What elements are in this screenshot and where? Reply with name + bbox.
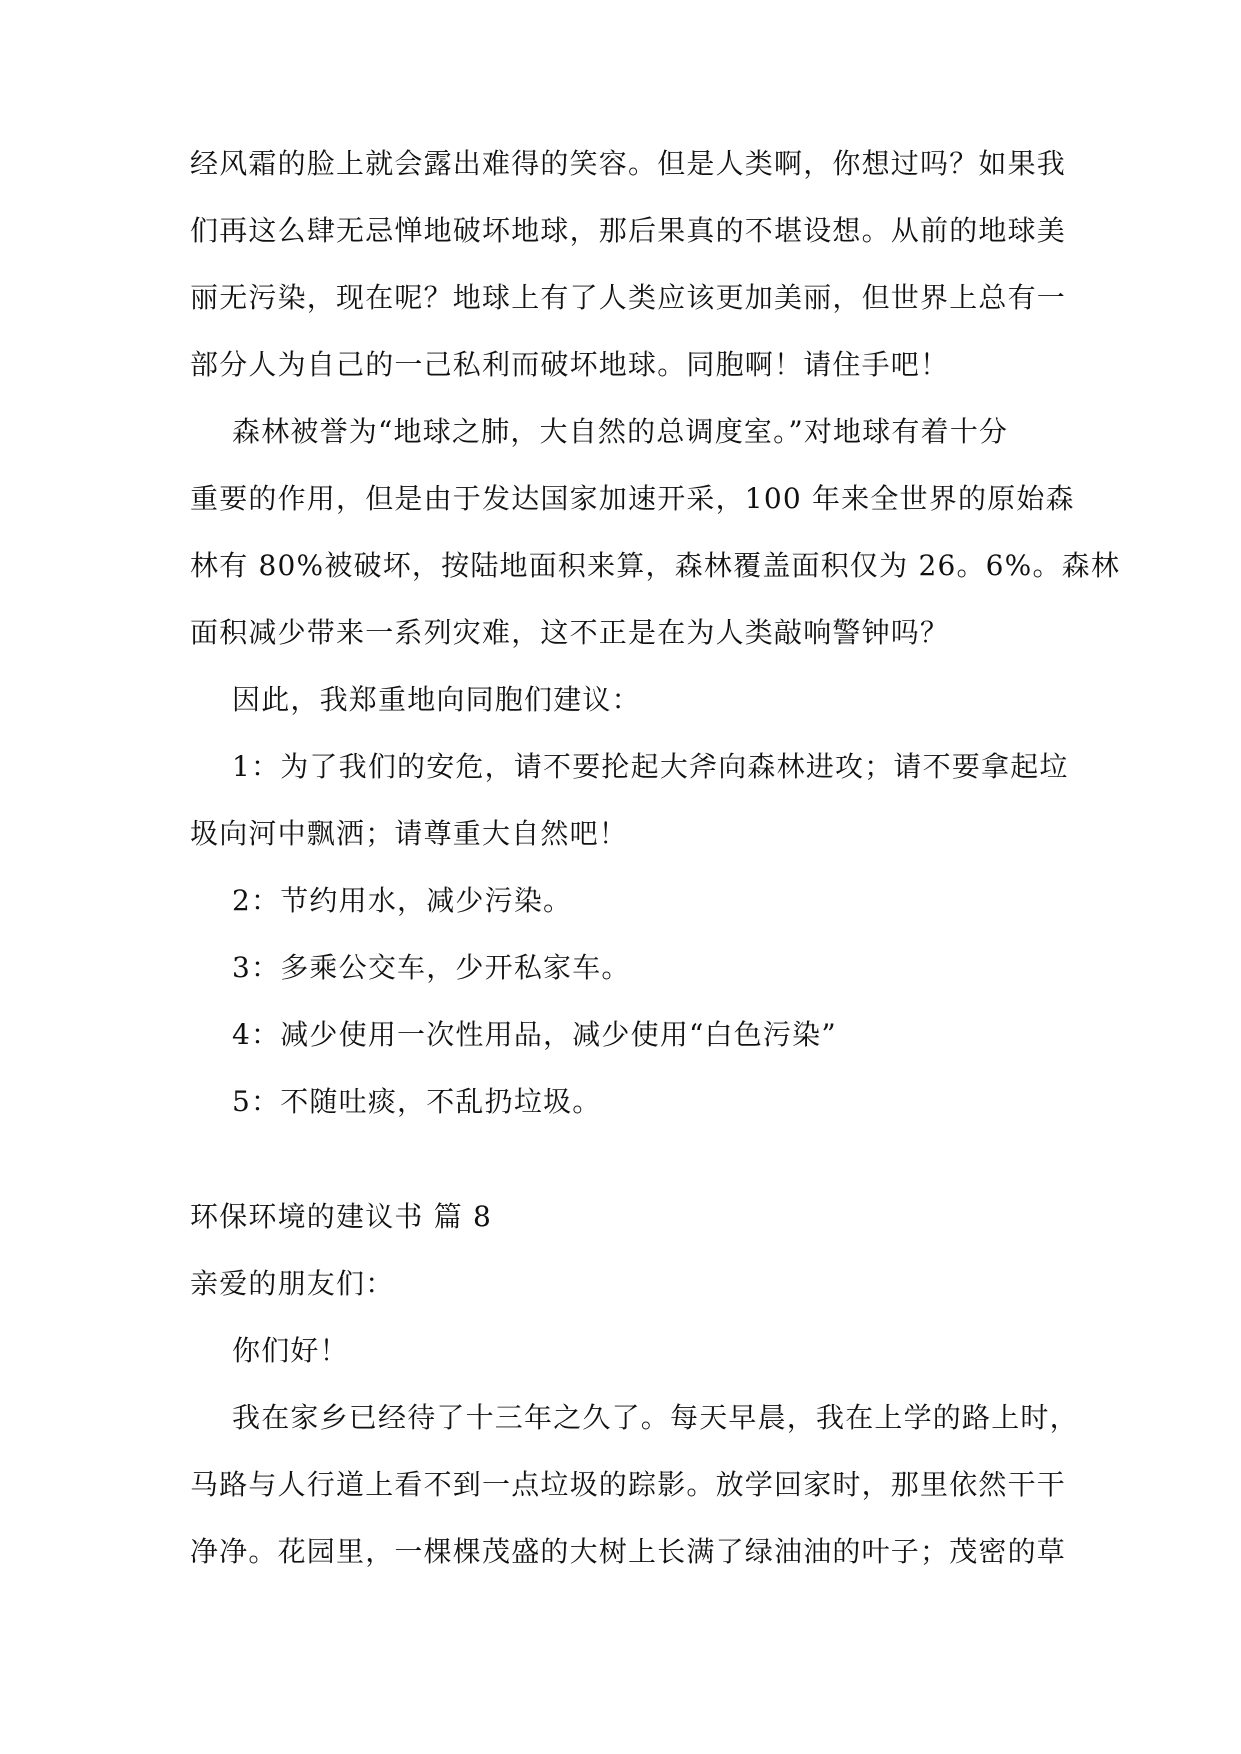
paragraph-line: 们再这么肆无忌惮地破坏地球，那后果真的不堪设想。从前的地球美 [190,214,1067,247]
paragraph-line: 马路与人行道上看不到一点垃圾的踪影。放学回家时，那里依然干干 [190,1468,1067,1501]
paragraph-line: 净净。花园里，一棵棵茂盛的大树上长满了绿油油的叶子；茂密的草 [190,1535,1067,1568]
paragraph-line: 经风霜的脸上就会露出难得的笑容。但是人类啊，你想过吗？如果我 [190,147,1067,180]
paragraph-line: 森林被誉为“地球之肺，大自然的总调度室。”对地球有着十分 [232,415,1009,448]
paragraph-line: 部分人为自己的一己私利而破坏地球。同胞啊！请住手吧！ [190,348,950,381]
paragraph-line: 林有 80%被破坏，按陆地面积来算，森林覆盖面积仅为 26。6%。森林 [190,549,1121,582]
list-item-line: 3：多乘公交车，少开私家车。 [232,951,631,984]
paragraph-line: 丽无污染，现在呢？地球上有了人类应该更加美丽，但世界上总有一 [190,281,1067,314]
list-item-line: 1：为了我们的安危，请不要抡起大斧向森林进攻；请不要拿起垃 [232,750,1069,783]
list-item-line: 5：不随吐痰，不乱扔垃圾。 [232,1085,602,1118]
paragraph-line: 我在家乡已经待了十三年之久了。每天早晨，我在上学的路上时， [232,1401,1079,1434]
salutation: 亲爱的朋友们： [190,1267,395,1300]
list-item-line: 2：节约用水，减少污染。 [232,884,573,917]
list-item-line: 4：减少使用一次性用品，减少使用“白色污染” [232,1018,837,1051]
section-heading: 环保环境的建议书 篇 8 [190,1200,493,1233]
greeting: 你们好！ [232,1334,349,1367]
paragraph-line: 面积减少带来一系列灾难，这不正是在为人类敲响警钟吗？ [190,616,950,649]
list-item-line: 圾向河中飘洒；请尊重大自然吧！ [190,817,629,850]
paragraph-line: 因此，我郑重地向同胞们建议： [232,683,641,716]
paragraph-line: 重要的作用，但是由于发达国家加速开采，100 年来全世界的原始森 [190,482,1075,515]
